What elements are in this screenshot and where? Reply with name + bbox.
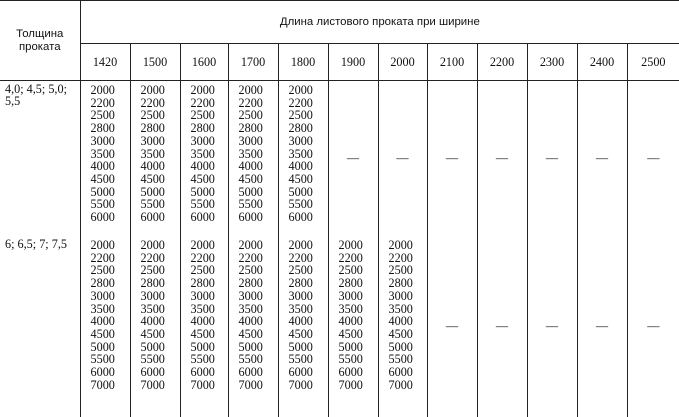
length-list (278, 236, 328, 417)
length-value: 2500 (140, 108, 165, 123)
length-value: 2800 (140, 276, 165, 291)
length-value: 5000 (90, 339, 115, 354)
length-list (130, 236, 180, 417)
length-value: 6000 (140, 210, 165, 225)
length-value: 4000 (338, 314, 363, 329)
length-value: 5500 (190, 197, 215, 212)
length-value: 2500 (338, 263, 363, 278)
thickness-value: 6; 6,5; 7; 7,5 (5, 237, 67, 251)
length-value: 4500 (190, 326, 215, 341)
length-value: 2000 (140, 238, 165, 252)
length-value: 3500 (288, 146, 313, 161)
length-value: 2000 (338, 238, 363, 252)
length-value: 4500 (238, 171, 263, 186)
length-list (228, 236, 278, 417)
length-list (180, 236, 228, 417)
width-header: 1800 (278, 44, 328, 81)
length-value: 2200 (90, 250, 115, 265)
length-value: 2500 (90, 108, 115, 123)
length-value: 2200 (388, 250, 413, 265)
length-value: 3500 (90, 146, 115, 161)
length-value: 6000 (238, 210, 263, 225)
length-value: 2000 (90, 83, 115, 97)
length-value: 5000 (288, 184, 313, 199)
width-header: 1900 (328, 44, 378, 81)
length-value: 5000 (90, 184, 115, 199)
length-value: 2800 (288, 276, 313, 291)
length-list (228, 81, 278, 237)
length-value: 5000 (238, 184, 263, 199)
length-value: 6000 (338, 365, 363, 380)
thickness-value: 4,0; 4,5; 5,0; (5, 82, 67, 96)
length-value: 5000 (140, 184, 165, 199)
length-value: 4500 (388, 326, 413, 341)
length-value: 5500 (288, 197, 313, 212)
dash-cell: — (627, 81, 679, 237)
length-value: 5000 (190, 339, 215, 354)
length-value: 4000 (190, 159, 215, 174)
length-value: 6000 (90, 365, 115, 380)
thickness-cell (0, 236, 80, 417)
length-value: 3000 (388, 288, 413, 303)
dash-cell: — (477, 81, 527, 237)
length-value: 4000 (288, 159, 313, 174)
length-list (180, 81, 228, 237)
length-value: 4000 (238, 314, 263, 329)
thickness-column-header (0, 1, 80, 81)
thickness-header-line2: проката (18, 40, 61, 53)
thickness-header-line1: Толщина (16, 27, 64, 40)
length-value: 2000 (238, 238, 263, 252)
length-value: 2800 (140, 121, 165, 136)
length-value: 7000 (338, 377, 363, 392)
width-header: 2400 (577, 44, 627, 81)
dash-cell: — (577, 81, 627, 237)
length-value: 4500 (190, 171, 215, 186)
length-value: 2000 (90, 238, 115, 252)
length-value: 3500 (190, 301, 215, 316)
length-value: 6000 (190, 365, 215, 380)
length-value: 4500 (140, 326, 165, 341)
length-value: 3500 (90, 301, 115, 316)
dash-cell: — (527, 236, 577, 417)
length-value: 2200 (140, 250, 165, 265)
length-value: 2000 (238, 83, 263, 97)
length-value: 2800 (338, 276, 363, 291)
length-value: 2800 (238, 276, 263, 291)
length-value: 4000 (140, 314, 165, 329)
dash-cell: — (477, 236, 527, 417)
length-value: 2000 (140, 83, 165, 97)
dash-cell: — (527, 81, 577, 237)
length-value: 5000 (388, 339, 413, 354)
length-value: 5500 (238, 352, 263, 367)
length-value: 5500 (338, 352, 363, 367)
length-value: 4500 (238, 326, 263, 341)
length-value: 4500 (338, 326, 363, 341)
length-value: 4500 (140, 171, 165, 186)
dash-cell: — (627, 236, 679, 417)
width-header: 2300 (527, 44, 577, 81)
width-header: 2200 (477, 44, 527, 81)
length-value: 2000 (288, 238, 313, 252)
length-value: 3000 (238, 133, 263, 148)
length-value: 3000 (338, 288, 363, 303)
length-value: 4000 (238, 159, 263, 174)
length-value: 2200 (90, 95, 115, 110)
length-value: 3000 (140, 288, 165, 303)
length-value: 2500 (140, 263, 165, 278)
length-value: 7000 (238, 377, 263, 392)
dash-cell: — (328, 81, 378, 237)
length-value: 5000 (190, 184, 215, 199)
length-value: 2000 (190, 83, 215, 97)
length-value: 2200 (288, 95, 313, 110)
length-value: 3500 (388, 301, 413, 316)
widths-header-row (0, 44, 679, 81)
length-list (130, 81, 180, 237)
length-value: 5500 (140, 197, 165, 212)
length-value: 7000 (388, 377, 413, 392)
length-list (80, 81, 130, 237)
length-value: 2800 (388, 276, 413, 291)
dash-cell: — (427, 236, 477, 417)
length-value: 3500 (288, 301, 313, 316)
dash-cell: — (378, 81, 427, 237)
length-value: 2800 (190, 121, 215, 136)
length-value: 3000 (288, 133, 313, 148)
length-list (80, 236, 130, 417)
length-value: 2200 (238, 250, 263, 265)
length-value: 2800 (90, 121, 115, 136)
length-list (378, 236, 427, 417)
length-value: 5500 (90, 197, 115, 212)
width-header: 1420 (80, 44, 130, 81)
length-span-header: Длина листового проката при ширине (80, 1, 679, 44)
length-value: 6000 (288, 210, 313, 225)
length-value: 5500 (190, 352, 215, 367)
length-list (328, 236, 378, 417)
length-value: 2200 (288, 250, 313, 265)
length-value: 5000 (238, 339, 263, 354)
length-value: 5000 (338, 339, 363, 354)
length-value: 2000 (388, 238, 413, 252)
length-value: 4000 (288, 314, 313, 329)
dash-cell: — (427, 81, 477, 237)
length-value: 6000 (190, 210, 215, 225)
table-row (0, 81, 679, 237)
length-value: 2800 (190, 276, 215, 291)
length-value: 2500 (190, 108, 215, 123)
length-value: 4500 (288, 171, 313, 186)
length-value: 7000 (190, 377, 215, 392)
length-value: 4000 (190, 314, 215, 329)
length-value: 4500 (90, 326, 115, 341)
length-value: 2500 (238, 263, 263, 278)
length-value: 3000 (190, 288, 215, 303)
thickness-cell (0, 81, 80, 237)
dash-cell: — (577, 236, 627, 417)
length-value: 6000 (238, 365, 263, 380)
length-value: 3000 (288, 288, 313, 303)
length-value: 4500 (90, 171, 115, 186)
length-value: 2500 (388, 263, 413, 278)
length-value: 5000 (288, 339, 313, 354)
length-value: 4000 (140, 159, 165, 174)
length-value: 2000 (288, 83, 313, 97)
length-value: 4000 (388, 314, 413, 329)
length-value: 7000 (140, 377, 165, 392)
length-value: 3000 (90, 133, 115, 148)
length-value: 7000 (90, 377, 115, 392)
length-value: 2500 (288, 263, 313, 278)
length-value: 5500 (388, 352, 413, 367)
length-value: 3500 (190, 146, 215, 161)
length-value: 2500 (238, 108, 263, 123)
length-value: 5500 (238, 197, 263, 212)
length-value: 3500 (238, 146, 263, 161)
length-value: 5500 (288, 352, 313, 367)
length-value: 2500 (190, 263, 215, 278)
table-row (0, 236, 679, 417)
length-value: 7000 (288, 377, 313, 392)
width-header: 2100 (427, 44, 477, 81)
length-value: 5000 (140, 339, 165, 354)
length-value: 2500 (90, 263, 115, 278)
length-value: 2800 (238, 121, 263, 136)
length-value: 3000 (190, 133, 215, 148)
length-value: 2800 (288, 121, 313, 136)
length-value: 5500 (140, 352, 165, 367)
length-list (278, 81, 328, 237)
width-header: 1700 (228, 44, 278, 81)
length-value: 2200 (140, 95, 165, 110)
width-header: 2500 (627, 44, 679, 81)
length-value: 6000 (388, 365, 413, 380)
length-value: 2200 (190, 250, 215, 265)
length-value: 5500 (90, 352, 115, 367)
length-value: 2800 (90, 276, 115, 291)
length-value: 4000 (90, 159, 115, 174)
length-value: 3000 (238, 288, 263, 303)
length-value: 6000 (90, 210, 115, 225)
width-header: 1600 (180, 44, 228, 81)
length-value: 2200 (190, 95, 215, 110)
length-value: 6000 (140, 365, 165, 380)
width-header: 1500 (130, 44, 180, 81)
length-value: 3500 (140, 146, 165, 161)
length-value: 3500 (238, 301, 263, 316)
length-value: 6000 (288, 365, 313, 380)
length-value: 2200 (338, 250, 363, 265)
length-value: 4000 (90, 314, 115, 329)
length-value: 2200 (238, 95, 263, 110)
length-value: 4500 (288, 326, 313, 341)
length-value: 2000 (190, 238, 215, 252)
length-value: 2500 (288, 108, 313, 123)
length-value: 3500 (140, 301, 165, 316)
length-value: 3500 (338, 301, 363, 316)
width-header: 2000 (378, 44, 427, 81)
length-value: 3000 (90, 288, 115, 303)
thickness-value: 5,5 (5, 93, 21, 108)
length-value: 3000 (140, 133, 165, 148)
